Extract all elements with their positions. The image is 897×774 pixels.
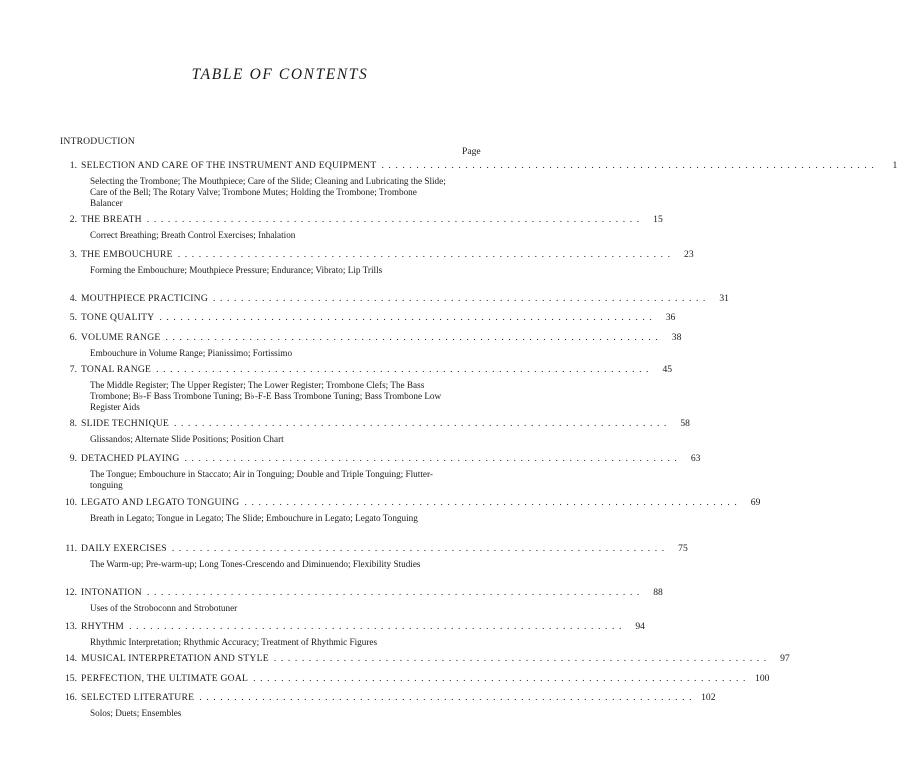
toc-entry[interactable] [60, 542, 688, 570]
entry-title: DAILY EXERCISES [81, 543, 167, 554]
entry-title: LEGATO AND LEGATO TONGUING [81, 497, 240, 508]
dot-leader: ....................................................................... [165, 332, 663, 343]
entry-number: 1. [69, 160, 77, 171]
entry-title: SELECTED LITERATURE [81, 692, 195, 703]
entry-subtopics: Solos; Duets; Ensembles [90, 708, 182, 718]
toc-entry[interactable] [60, 496, 761, 524]
entry-page-number: 100 [755, 673, 770, 684]
entry-number: 9. [69, 453, 77, 464]
dot-leader: ....................................................................... [156, 364, 654, 375]
entry-subtopics: Correct Breathing; Breath Control Exercises; Inhalation [90, 230, 296, 240]
entry-title: DETACHED PLAYING [81, 453, 180, 464]
page-title: TABLE OF CONTENTS [191, 66, 369, 83]
dot-leader: ....................................................................... [171, 543, 669, 554]
page-column-label: Page [462, 146, 481, 157]
toc-entry[interactable] [60, 691, 716, 719]
entry-title: TONAL RANGE [81, 364, 152, 375]
entry-title: INTONATION [81, 587, 142, 598]
entry-subtopics: Selecting the Trombone; The Mouthpiece; Care of the Slide; Cleaning and Lubricating the Slide; Care of the Bell; The Rotary Valve; Trombone Mutes; Holding the Trombone; Trombone Balancer [90, 176, 446, 208]
entry-subtopics: Glissandos; Alternate Slide Positions; Position Chart [90, 434, 284, 444]
entry-title: SLIDE TECHNIQUE [81, 418, 170, 429]
toc-entry[interactable] [60, 417, 690, 445]
toc-entry[interactable] [60, 652, 790, 665]
entry-page-number: 97 [780, 653, 790, 664]
entry-subtopics: Embouchure in Volume Range; Pianissimo; Fortissimo [90, 348, 293, 358]
toc-entry[interactable] [60, 213, 663, 241]
entry-page-number: 94 [635, 621, 645, 632]
entry-title: THE BREATH [81, 214, 142, 225]
toc-entry[interactable] [60, 672, 770, 685]
toc-entry[interactable] [60, 452, 701, 491]
entry-title: VOLUME RANGE [81, 332, 161, 343]
dot-leader: ....................................................................... [244, 497, 742, 508]
entry-page-number: 102 [701, 692, 716, 703]
entry-title: THE EMBOUCHURE [81, 249, 173, 260]
entry-number: 8. [69, 418, 77, 429]
entry-title: TONE QUALITY [81, 312, 155, 323]
entry-page-number: 88 [653, 587, 663, 598]
entry-title: PERFECTION, THE ULTIMATE GOAL [81, 673, 249, 684]
dot-leader: ....................................................................... [273, 653, 771, 664]
entry-number: 14. [65, 653, 77, 664]
entry-page-number: 36 [665, 312, 676, 323]
toc-entry[interactable] [60, 586, 663, 614]
entry-subtopics: The Warm-up; Pre-warm-up; Long Tones-Crescendo and Diminuendo; Flexibility Studies [90, 559, 421, 569]
dot-leader: ....................................................................... [177, 249, 675, 260]
toc-entry[interactable] [60, 620, 645, 648]
entry-subtopics: The Middle Register; The Upper Register; The Lower Register; Trombone Clefs; The Bass Trombone; B♭-F Bass Trombone Tuning; B♭-F-E Bass Trombone Tuning; Bass Trombone Low Register Aids [90, 380, 442, 412]
dot-leader: ....................................................................... [199, 692, 697, 703]
entry-page-number: 45 [662, 364, 673, 375]
entry-number: 5. [69, 312, 77, 323]
entry-number: 7. [69, 364, 77, 375]
entry-title: MOUTHPIECE PRACTICING [81, 293, 209, 304]
toc-entry[interactable] [60, 363, 673, 412]
dot-leader: ....................................................................... [146, 587, 644, 598]
toc-entry[interactable] [60, 248, 694, 276]
entry-subtopics: Breath in Legato; Tongue in Legato; The Slide; Embouchure in Legato; Legato Tonguing [90, 513, 418, 523]
entry-number: 16. [65, 692, 77, 703]
entry-page-number: 63 [690, 453, 701, 464]
entry-page-number: 69 [750, 497, 761, 508]
toc-entry[interactable] [60, 311, 676, 324]
entry-number: 11. [65, 543, 77, 554]
dot-leader: ....................................................................... [129, 621, 626, 632]
entry-title: SELECTION AND CARE OF THE INSTRUMENT AND EQUIPMENT [81, 160, 377, 171]
dot-leader: ....................................................................... [146, 214, 644, 225]
entry-number: 15. [65, 673, 77, 684]
dot-leader: ....................................................................... [184, 453, 682, 464]
introduction-heading: INTRODUCTION [60, 136, 135, 147]
entry-number: 12. [65, 587, 77, 598]
entry-subtopics: Uses of the Stroboconn and Strobotuner [90, 603, 238, 613]
dot-leader: ....................................................................... [174, 418, 671, 429]
entry-title: MUSICAL INTERPRETATION AND STYLE [81, 653, 269, 664]
dot-leader: ....................................................................... [159, 312, 657, 323]
entry-number: 4. [69, 293, 77, 304]
toc-entry[interactable] [60, 331, 682, 359]
dot-leader: ....................................................................... [213, 293, 710, 304]
toc-entry[interactable] [60, 292, 729, 305]
entry-number: 6. [69, 332, 77, 343]
entry-title: RHYTHM [81, 621, 125, 632]
entry-page-number: 58 [680, 418, 690, 429]
entry-number: 10. [65, 497, 77, 508]
entry-number: 3. [69, 249, 77, 260]
entry-page-number: 23 [684, 249, 694, 260]
entry-page-number: 38 [671, 332, 682, 343]
entry-subtopics: Rhythmic Interpretation; Rhythmic Accuracy; Treatment of Rhythmic Figures [90, 637, 378, 647]
entry-subtopics: The Tongue; Embouchure in Staccato; Air in Tonguing; Double and Triple Tonguing; Flutter-tonguing [90, 469, 433, 490]
toc-entry[interactable] [60, 159, 897, 208]
dot-leader: ....................................................................... [253, 673, 751, 684]
entry-page-number: 15 [653, 214, 663, 225]
dot-leader: ....................................................................... [381, 160, 879, 171]
entry-page-number: 1 [892, 160, 897, 171]
entry-number: 13. [65, 621, 77, 632]
entry-subtopics: Forming the Embouchure; Mouthpiece Pressure; Endurance; Vibrato; Lip Trills [90, 265, 383, 275]
entry-page-number: 31 [719, 293, 729, 304]
entry-page-number: 75 [678, 543, 688, 554]
entry-number: 2. [69, 214, 77, 225]
